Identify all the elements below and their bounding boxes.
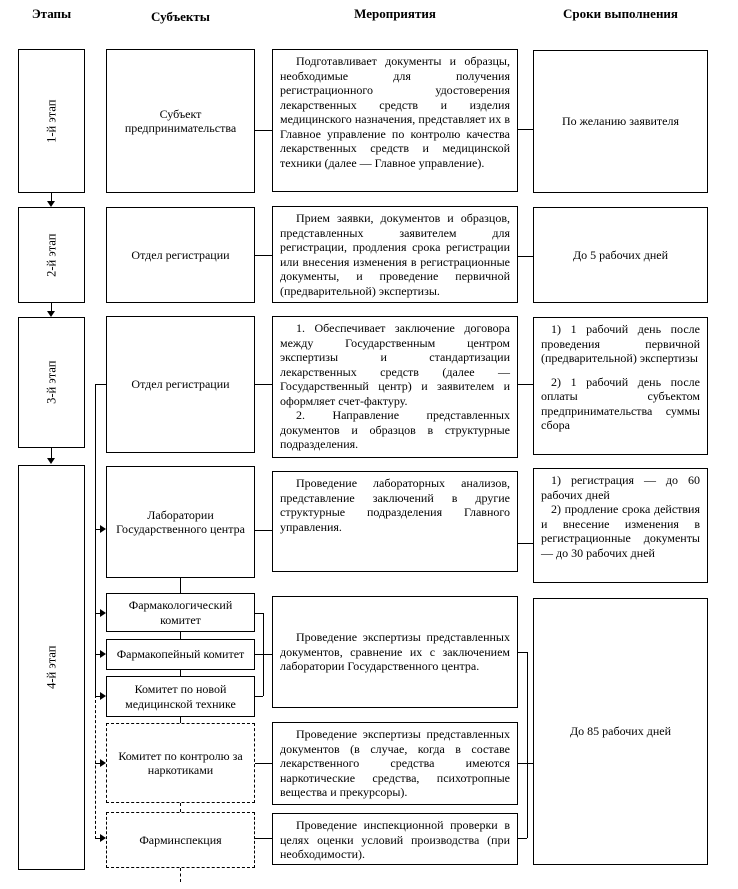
- connector-activity-deadline-laboratories: [518, 543, 533, 544]
- link-lab-pharmacological: [180, 578, 181, 593]
- feeder-arrow-pharmacopoeia: [100, 650, 106, 658]
- feeder-stub-from-registration-dept: [95, 384, 106, 385]
- connector-subject-activity-row2: [255, 255, 272, 256]
- deadline-laboratories-item2: 2) продление срока действия и внесение изменения в регистрационные документы — до 30 рабочих дней: [541, 502, 700, 560]
- subject-box-new-medical-equipment-committee: [106, 676, 255, 717]
- stage-1-box: [18, 49, 85, 193]
- feeder-arrow-newequipment: [100, 692, 106, 700]
- activity-laboratories-text: Проведение лабораторных анализов, представление заключений в другие структурные подразделения Главного управления.: [280, 476, 510, 534]
- subject-laboratories-label: Лаборатории Государственного центра: [116, 507, 245, 536]
- subject-box-narcotics-committee: [106, 723, 255, 803]
- deadline-stage4-text: До 85 рабочих дней: [569, 724, 672, 739]
- activity-row2-text: Прием заявки, документов и образцов, представленных заявителем для регистрации, продления срока регистрации или внесения изменения в регистрационные документы, и проведение первичной (предварительной) экспертизы.: [280, 211, 510, 298]
- activity-narcotics-text: Проведение экспертизы представленных документов (в случае, когда в составе лекарственного средства имеются наркотические средства, психотропные вещества и прекурсоры).: [280, 727, 510, 799]
- column-header-deadlines: Сроки выполнения: [563, 6, 678, 21]
- activity-committees-text: Проведение экспертизы представленных документов, сравнение их с заключением лаборатории Государственного центра.: [280, 630, 510, 674]
- feeder-vertical-solid: [95, 384, 96, 695]
- activity-box-row1: [272, 49, 518, 192]
- subject-box-pharmacopoeia-committee: [106, 639, 255, 670]
- narcotics-committee-label: Комитет по контролю за наркотиками: [118, 748, 243, 777]
- activity-box-row3: [272, 316, 518, 458]
- deadline-box-row2: [533, 207, 708, 303]
- connector-activity-deadline-row1: [518, 129, 533, 130]
- activity-row3-item1: 1. Обеспечивает заключение договора между Государственным центром экспертизы и стандартизации лекарственных средств (далее — Государственный центр) и заявителем и оформляет счет-фактуру.: [280, 321, 510, 408]
- deadline-bracket-stub-pharminspection: [518, 838, 527, 839]
- feeder-arrow-narcotics: [100, 759, 106, 767]
- activity-box-narcotics: [272, 722, 518, 805]
- connector-pharminspection-activity: [255, 838, 272, 839]
- feeder-arrow-pharmacological: [100, 609, 106, 617]
- activity-box-pharminspection: [272, 813, 518, 865]
- activity-box-row2: [272, 206, 518, 303]
- link-narcotics-pharminspection: [180, 803, 181, 812]
- subject-box-entrepreneur: [106, 49, 255, 193]
- pharminspection-label: Фарминспекция: [139, 832, 222, 847]
- link-pharmacopoeia-newequipment: [180, 670, 181, 676]
- column-header-activities: Мероприятия: [354, 6, 436, 21]
- feeder-vertical-dashed: [95, 695, 96, 839]
- deadline-box-laboratories: [533, 468, 708, 583]
- deadline-row3-item2: 2) 1 рабочий день после оплаты субъектом предпринимательства суммы сбора: [541, 374, 700, 432]
- activity-pharminspection-text: Проведение инспекционной проверки в целях оценки условий производства (при необходимости).: [280, 818, 510, 861]
- arrow-stage2-stage3-head: [47, 311, 55, 317]
- subject-registration-dept-2-label: Отдел регистрации: [131, 377, 230, 392]
- activity-row3-item2: 2. Направление представленных документов и образцов в структурные подразделения.: [280, 408, 510, 451]
- activity-row1-text: Подготавливает документы и образцы, необходимые для получения регистрационного удостоверения лекарственных средств и изделия медицинского назначения, представляет их в Главное управление по контролю качества лекарственных средств и медицинской техники (далее — Главное управление).: [280, 54, 510, 170]
- arrow-stage3-stage4-head: [47, 458, 55, 464]
- subject-box-pharminspection: [106, 812, 255, 868]
- bracket-stub-newequipment: [255, 696, 263, 697]
- activity-box-committees: [272, 596, 518, 708]
- stage-4-label: 4-й этап: [44, 645, 59, 690]
- bracket-stub-pharmacological: [255, 613, 263, 614]
- connector-activity-deadline-row2: [518, 256, 533, 257]
- connector-subject-activity-row3: [255, 384, 272, 385]
- stage-2-box: [18, 207, 85, 303]
- subject-registration-dept-1-label: Отдел регистрации: [131, 247, 230, 262]
- subject-box-laboratories: [106, 466, 255, 578]
- stage-4-box: [18, 465, 85, 870]
- feeder-arrow-laboratories: [100, 525, 106, 533]
- stage-3-label: 3-й этап: [44, 360, 59, 405]
- pharmacopoeia-committee-label: Фармакопейный комитет: [116, 647, 245, 662]
- activity-box-laboratories: [272, 471, 518, 572]
- arrow-stage1-stage2-head: [47, 201, 55, 207]
- deadline-laboratories-item1: 1) регистрация — до 60 рабочих дней: [541, 473, 700, 502]
- subject-box-pharmacological-committee: [106, 593, 255, 632]
- column-header-subjects: Субъекты: [151, 9, 210, 24]
- link-newequipment-narcotics: [180, 717, 181, 723]
- subject-entrepreneur-label: Субъект предпринимательства: [124, 106, 237, 135]
- deadline-box-row3: [533, 317, 708, 455]
- deadline-bracket-stub-committees: [518, 652, 527, 653]
- new-medical-equipment-committee-label: Комитет по новой медицинской технике: [125, 682, 236, 711]
- link-pharmacological-pharmacopoeia: [180, 632, 181, 639]
- stage-3-box: [18, 317, 85, 448]
- connector-pharmacopoeia-activity: [255, 654, 272, 655]
- connector-narcotics-activity: [255, 763, 272, 764]
- pharmacological-committee-label: Фармакологический комитет: [128, 598, 233, 627]
- link-pharminspection-tail: [180, 868, 181, 882]
- deadline-bracket-vertical: [527, 652, 528, 838]
- deadline-bracket-stub-narcotics: [518, 763, 533, 764]
- connector-subject-activity-laboratories: [255, 530, 272, 531]
- subject-box-registration-dept-2: [106, 316, 255, 453]
- deadline-row1-text: По желанию заявителя: [562, 114, 679, 129]
- feeder-arrow-pharminspection: [100, 834, 106, 842]
- connector-activity-deadline-row3: [518, 384, 533, 385]
- deadline-row2-text: До 5 рабочих дней: [572, 247, 669, 262]
- subject-box-registration-dept-1: [106, 207, 255, 303]
- deadline-row3-item1: 1) 1 рабочий день после проведения первичной (предварительной) экспертизы: [541, 322, 700, 365]
- column-header-stages: Этапы: [31, 6, 72, 21]
- stage-2-label: 2-й этап: [44, 233, 59, 277]
- connector-subject-activity-row1: [255, 130, 272, 131]
- deadline-box-row1: [533, 50, 708, 193]
- stage-1-label: 1-й этап: [44, 99, 59, 143]
- deadline-box-stage4-committees: [533, 598, 708, 865]
